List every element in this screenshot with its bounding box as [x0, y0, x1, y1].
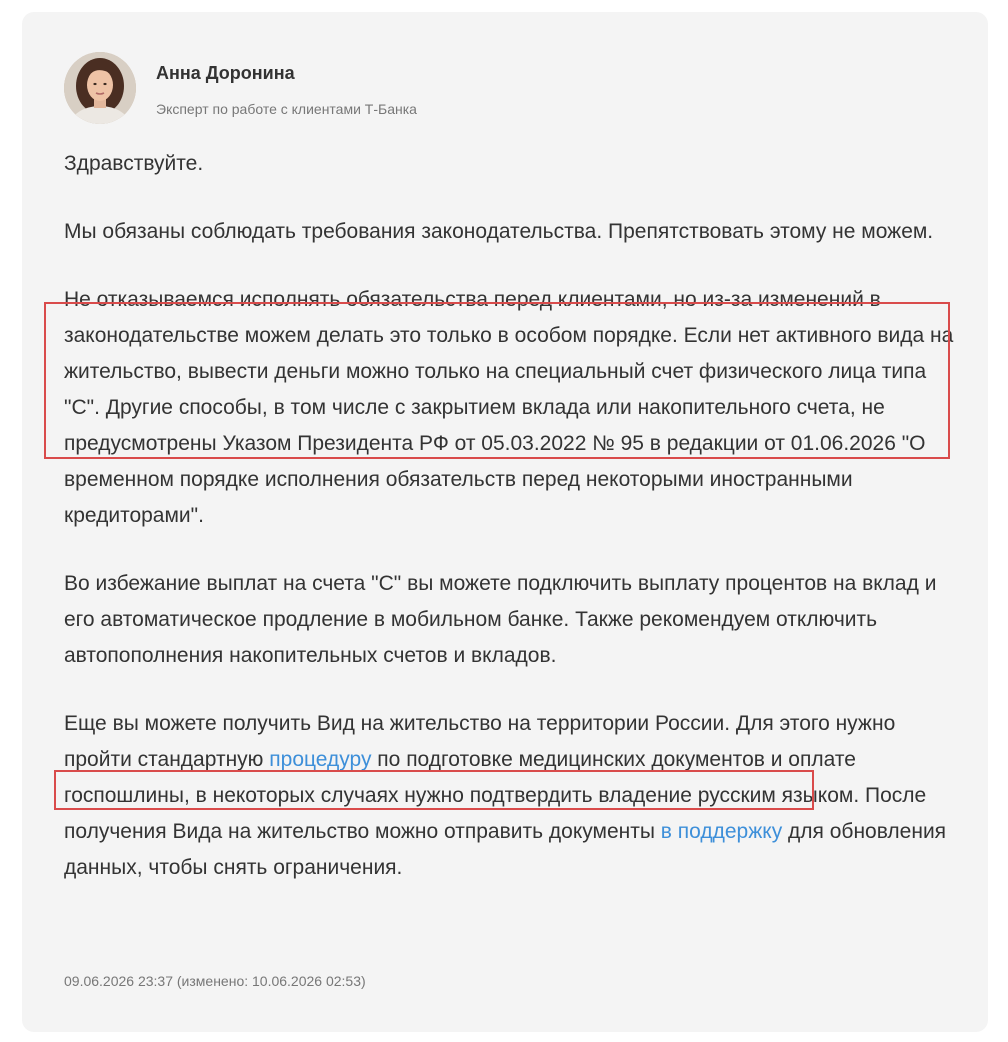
message-body — [64, 146, 964, 886]
author-role: Эксперт по работе с клиентами Т-Банка — [156, 101, 417, 117]
residence-text-middle: по подготовке медицинских документов и оплате госпошлины, в некоторых случаях нужно подтвердить владение русским языком. После получения Вида на жительство можно отправить документы — [64, 748, 927, 843]
paragraph-residence-permit — [64, 706, 964, 886]
paragraph-obligations: Мы обязаны соблюдать требования законодательства. Препятствовать этому не можем. — [64, 220, 934, 243]
message-timestamp: 09.06.2026 23:37 (изменено: 10.06.2026 02:53) — [64, 973, 366, 989]
avatar[interactable] — [64, 52, 136, 124]
paragraph-special-account: Не отказываемся исполнять обязательства перед клиентами, но из-за изменений в законодательстве можем делать это только в особом порядке. Если нет активного вида на жительство, вывести деньги можно только на специальный счет физического лица типа "С". Другие способы, в том числе с закрытием вклада или накопительного счета, не предусмотрены Указом Президента РФ от 05.03.2022 № 95 в редакции от 01.06.2026 "О временном порядке исполнения обязательств перед некоторыми иностранными кредиторами". — [64, 288, 954, 527]
support-link[interactable]: в поддержку — [660, 820, 783, 843]
avatar-image — [64, 52, 136, 124]
residence-text-end: для обновления данных, чтобы снять ограничения. — [64, 820, 947, 879]
procedure-link[interactable]: процедуру — [269, 748, 372, 771]
greeting-text: Здравствуйте. — [64, 152, 204, 175]
author-name[interactable]: Анна Доронина — [156, 63, 295, 83]
residence-text-start: Еще вы можете получить Вид на жительство на территории России. Для этого нужно пройти стандартную — [64, 712, 896, 771]
paragraph-recommendation: Во избежание выплат на счета "С" вы можете подключить выплату процентов на вклад и его автоматическое продление в мобильном банке. Также рекомендуем отключить автопополнения накопительных счетов и вкладов. — [64, 572, 937, 667]
message-card — [22, 12, 988, 1032]
